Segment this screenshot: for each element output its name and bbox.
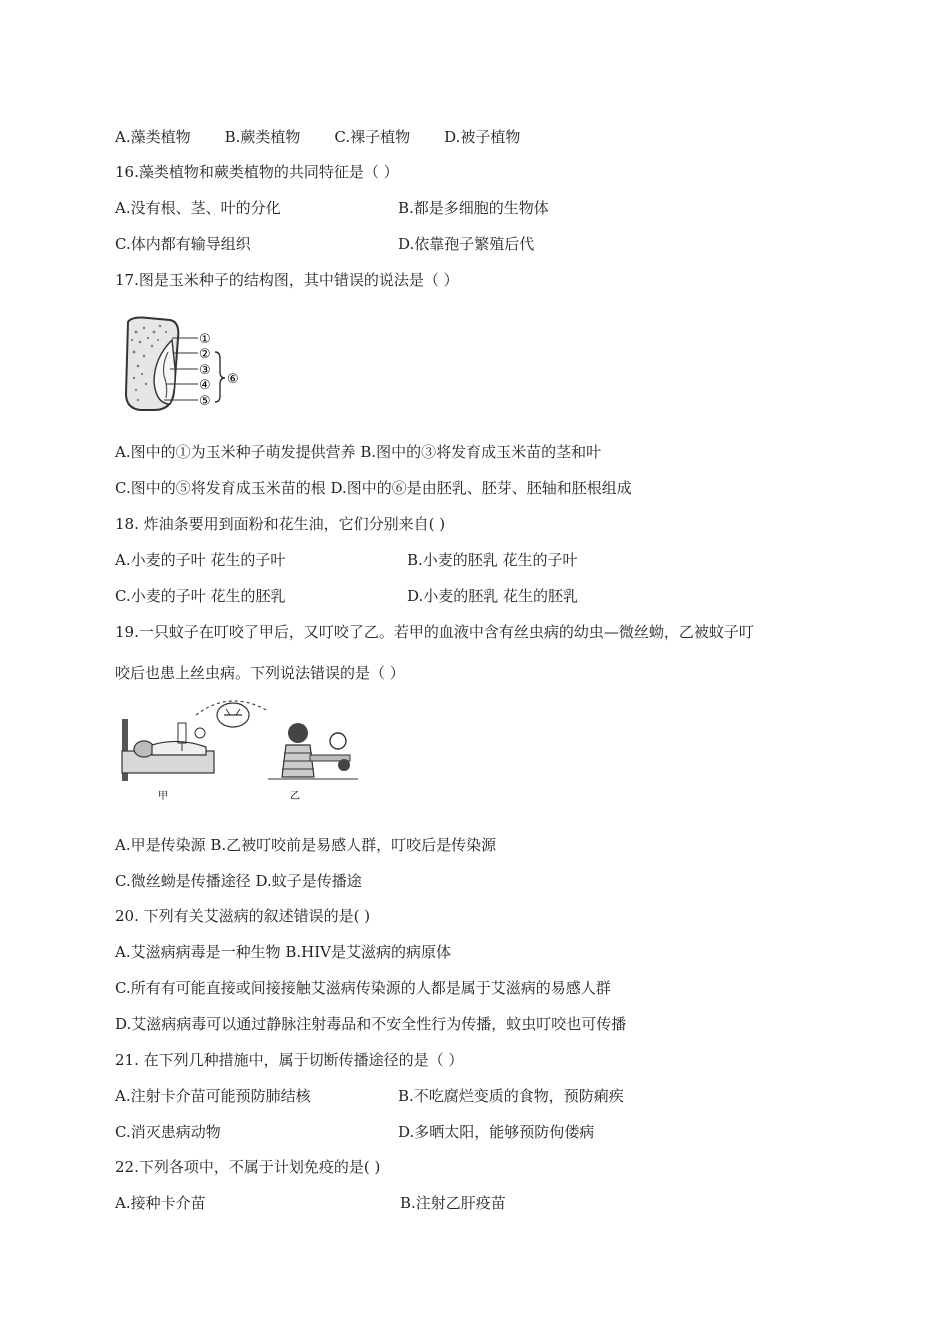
q17-options-row2: C.图中的⑤将发育成玉米苗的根 D.图中的⑥是由胚乳、胚芽、胚轴和胚根组成	[115, 479, 632, 497]
q22-stem: 22.下列各项中，不属于计划免疫的是( )	[115, 1158, 381, 1176]
q18-options-row2	[115, 586, 579, 606]
figure-label-yi: 乙	[290, 791, 300, 802]
seed-label-5: ⑤	[199, 394, 211, 409]
q20-stem: 20. 下列有关艾滋病的叙述错误的是( )	[115, 907, 371, 925]
q18-stem: 18. 炸油条要用到面粉和花生油，它们分别来自( )	[115, 515, 446, 533]
q20-option-line1: A.艾滋病病毒是一种生物 B.HIV是艾滋病的病原体	[115, 943, 452, 961]
q21-option-c: C.消灭患病动物	[115, 1123, 221, 1141]
mosquito-transmission-illustration	[118, 693, 362, 805]
q18-option-b: B.小麦的胚乳 花生的子叶	[407, 551, 578, 569]
q19-stem-line1: 19.一只蚊子在叮咬了甲后，又叮咬了乙。若甲的血液中含有丝虫病的幼虫—微丝蚴，乙被蚊子叮	[115, 623, 754, 641]
q20-option-line2: C.所有有可能直接或间接接触艾滋病传染源的人都是属于艾滋病的易感人群	[115, 979, 611, 997]
q21-options-row1	[115, 1086, 624, 1106]
q17-options-row1: A.图中的①为玉米种子萌发提供营养 B.图中的③将发育成玉米苗的茎和叶	[115, 443, 602, 461]
q21-option-b: B.不吃腐烂变质的食物，预防痢疾	[398, 1087, 624, 1105]
q19-stem-line2: 咬后也患上丝虫病。下列说法错误的是（ ）	[115, 664, 405, 682]
q22-option-b: B.注射乙肝疫苗	[400, 1194, 506, 1212]
seed-label-3: ③	[199, 363, 211, 378]
q16-option-a: A.没有根、茎、叶的分化	[115, 199, 281, 217]
q21-option-d: D.多晒太阳，能够预防佝偻病	[398, 1123, 595, 1141]
figure-label-jia: 甲	[158, 791, 168, 802]
q22-options-row1	[115, 1193, 506, 1213]
q21-option-a: A.注射卡介苗可能预防肺结核	[115, 1087, 311, 1105]
q16-option-c: C.体内都有输导组织	[115, 235, 251, 253]
q22-option-a: A.接种卡介苗	[115, 1194, 206, 1212]
seed-label-4: ④	[199, 378, 211, 393]
q18-options-row1	[115, 550, 578, 570]
seed-label-2: ②	[199, 347, 211, 362]
q15-option-b: B.蕨类植物	[224, 128, 301, 146]
q16-options-row1	[115, 198, 549, 218]
q15-option-a: A.藻类植物	[115, 128, 191, 146]
q15-option-d: D.被子植物	[444, 128, 521, 146]
seed-label-6: ⑥	[227, 372, 239, 387]
q20-option-line3: D.艾滋病病毒可以通过静脉注射毒品和不安全性行为传播，蚊虫叮咬也可传播	[115, 1015, 627, 1033]
q18-option-c: C.小麦的子叶 花生的胚乳	[115, 587, 286, 605]
q18-option-a: A.小麦的子叶 花生的子叶	[115, 551, 286, 569]
q18-option-d: D.小麦的胚乳 花生的胚乳	[407, 587, 579, 605]
corn-seed-diagram	[118, 312, 248, 416]
q15-option-c: C.裸子植物	[334, 128, 411, 146]
q19-options-row1: A.甲是传染源 B.乙被叮咬前是易感人群，叮咬后是传染源	[115, 836, 497, 854]
q16-option-d: D.依靠孢子繁殖后代	[398, 235, 535, 253]
q16-options-row2	[115, 234, 535, 254]
q21-options-row2	[115, 1122, 595, 1142]
q19-options-row2: C.微丝蚴是传播途径 D.蚊子是传播途	[115, 872, 362, 890]
q17-stem: 17.图是玉米种子的结构图，其中错误的说法是（ ）	[115, 271, 459, 289]
q16-stem: 16.藻类植物和蕨类植物的共同特征是（ ）	[115, 163, 399, 181]
q15-options	[115, 127, 554, 147]
q16-option-b: B.都是多细胞的生物体	[398, 199, 549, 217]
seed-label-1: ①	[199, 332, 211, 347]
q21-stem: 21. 在下列几种措施中，属于切断传播途径的是（ ）	[115, 1051, 464, 1069]
